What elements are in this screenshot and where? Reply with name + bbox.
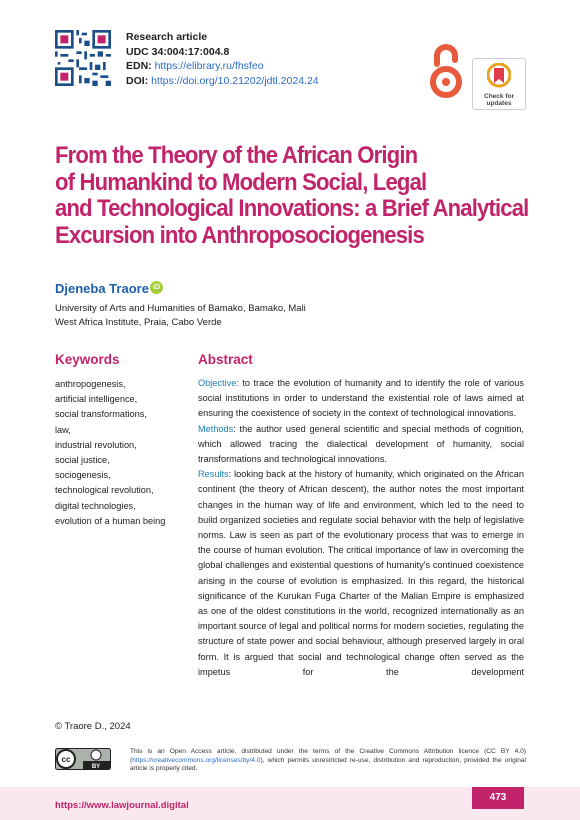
doi-label: DOI: (126, 74, 149, 87)
article-meta (126, 30, 319, 88)
results-label: Results (198, 469, 229, 480)
methods-label: Methods (198, 423, 234, 434)
title-line: of Humankind to Modern Social, Legal (55, 168, 427, 196)
keyword: evolution of a human being (55, 515, 166, 526)
edn-label: EDN: (126, 60, 152, 72)
doi-link[interactable]: https://doi.org/10.21202/jdtl.2024.24 (151, 74, 319, 87)
copyright: © Traore D., 2024 (55, 721, 131, 732)
license-text-end: ), which permits unrestricted re-use, distribution and reproduction, provided the original article is properly cited. (130, 756, 526, 773)
license-text-start: This is an Open Access article, distributed under the terms of the Creative Commons Attribution licence (CC BY 4.0) ( (130, 748, 526, 764)
title-line: From the Theory of the African Origin (55, 142, 418, 169)
bookmark-icon (487, 63, 511, 91)
keyword: social justice, (55, 455, 110, 466)
keyword: industrial revolution, (55, 439, 137, 450)
objective-label: Objective: (198, 378, 239, 388)
keyword: technological revolution, (55, 485, 154, 496)
title-line: Excursion into Anthroposociogenesis (55, 221, 424, 249)
keyword: digital technologies, (55, 500, 136, 511)
keyword: law, (55, 424, 71, 435)
journal-url[interactable]: https://www.lawjournal.digital (55, 800, 189, 811)
check-for-updates-label: Check for updates (484, 93, 514, 107)
abstract-objective (198, 376, 524, 422)
orcid-icon[interactable]: iD (150, 281, 163, 294)
keyword: social transformations, (55, 409, 147, 420)
methods-text: : the author used general scientific and special methods of cognition, which allowed tracing the dialectical development of humanity, social transformations and technological innovations. (198, 423, 524, 465)
svg-text:cc: cc (61, 755, 71, 764)
license-link[interactable]: https://creativecommons.org/licenses/by/4.0 (132, 756, 261, 764)
abstract-results (198, 467, 524, 680)
cc-by-icon[interactable] (55, 748, 111, 770)
article-type: Research article (126, 31, 208, 43)
results-text: : looking back at the history of humanity, which originated on the African continent (the theory of African descent), the author notes the most important changes in the human way of life and environment, which led to the need to build organized societies and regulate social behavior with the help of legislative norms. Law is seen as part of the evolutionary process that was to emerge in the course of human evolution. The critical importance of law in overcoming the global challenges and existential questions of humanity's continued coexistence arising in the course of evolution is emphasized. In this regard, the historical significance of the Kurukan Fuga Charter of the Malian Empire is emphasized as one of the oldest constitutions in the world, recognized internationally as an important source of legal and political norms for modern societies, regulating the structure of state power and social behaviour, although preserved largely in oral form. It is argued that social and technological change often served as the impetus for the development (198, 469, 524, 677)
cc-by-text: BY (91, 764, 101, 770)
keywords-heading: Keywords (55, 352, 120, 367)
keyword: anthropogenesis, (55, 379, 126, 389)
keyword: artificial intelligence, (55, 394, 138, 405)
title-line: and Technological Innovations: a Brief Analytical (55, 195, 529, 222)
abstract-methods (198, 422, 524, 468)
affiliation: West Africa Institute, Praia, Cabo Verde (55, 317, 222, 328)
open-access-icon (428, 42, 464, 100)
author-name: Djeneba Traore (55, 281, 149, 296)
keywords-list (55, 377, 185, 529)
edn-link[interactable]: https://elibrary.ru/fhsfeo (154, 60, 264, 72)
abstract-heading: Abstract (198, 352, 253, 367)
license-text (130, 748, 526, 774)
article-title (55, 142, 529, 249)
keyword: sociogenesis, (55, 470, 111, 481)
objective-text: to trace the evolution of humanity and to identify the role of various social institutions in order to understand the existential role of laws aimed at ensuring the coexistence of society in the context of technological innovations. (198, 378, 524, 419)
check-for-updates-badge[interactable] (472, 58, 526, 110)
page-number: 473 (472, 787, 524, 809)
udc-code: UDC 34:004:17:004.8 (126, 45, 230, 58)
abstract-body (198, 376, 524, 680)
qr-code (55, 30, 111, 86)
affiliation: University of Arts and Humanities of Bamako, Bamako, Mali (55, 303, 306, 314)
